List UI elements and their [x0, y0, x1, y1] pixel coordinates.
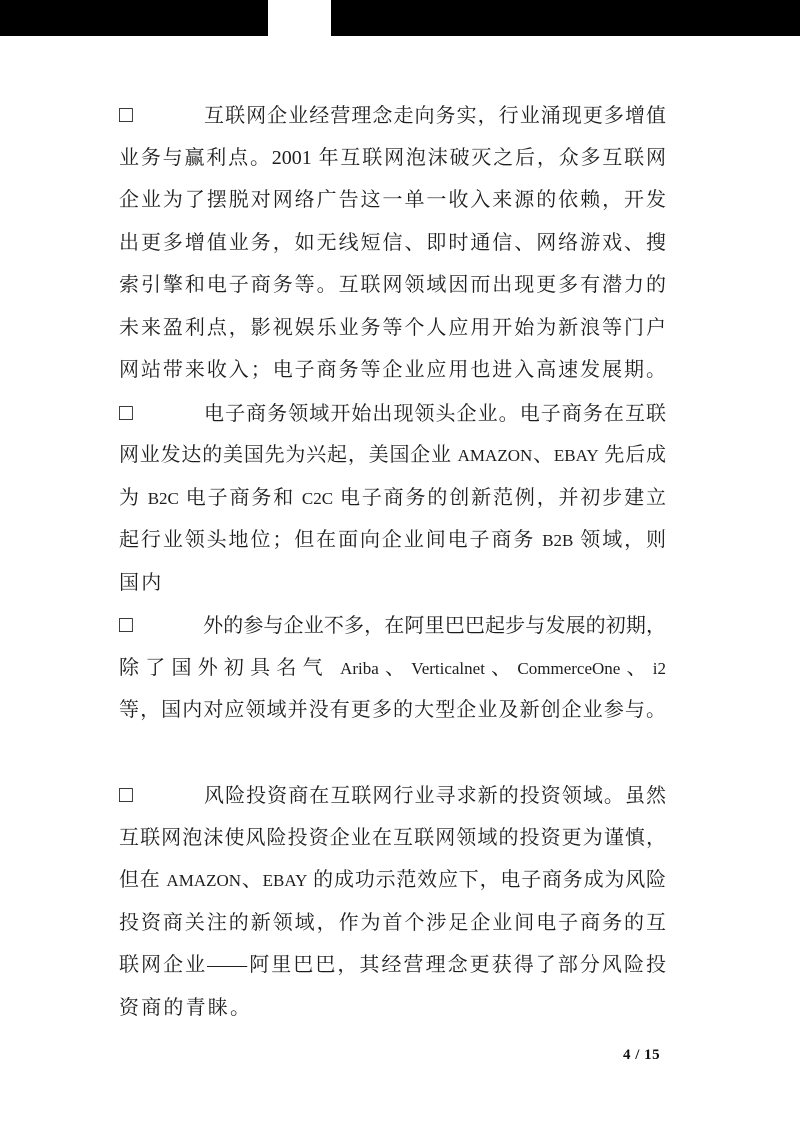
cjk-text-segment: 资商的青睐。 [119, 996, 253, 1019]
cjk-text-segment: 出更多增值业务，如无线短信、即时通信、网络游戏、搜 [119, 231, 666, 254]
text-line [119, 179, 666, 222]
latin-text-segment: B2C [147, 488, 179, 508]
paragraph-bullet-icon: □ [119, 612, 133, 637]
latin-text-segment: CommerceOne [517, 658, 621, 678]
paragraph-bullet-icon: □ [119, 102, 133, 127]
cjk-text-segment: 互联网企业经营理念走向务实，行业涌现更多增值 [203, 105, 666, 127]
cjk-text-segment: 国内 [119, 571, 164, 594]
text-line [119, 392, 666, 435]
cjk-text-segment: 互联网泡沫使风险投资企业在互联网领域的投资更为谨慎， [119, 826, 666, 849]
text-line [119, 774, 666, 817]
cjk-text-segment: 、 [532, 444, 554, 466]
cjk-text-segment: 风险投资商在互联网行业寻求新的投资领域。虽然 [203, 785, 666, 807]
paragraph-bullet-icon: □ [119, 399, 133, 425]
cjk-text-segment: 领域，则 [573, 529, 667, 551]
cjk-text-segment: 电子商务和 [178, 486, 302, 509]
top-right-black-bar [331, 0, 800, 36]
latin-text-segment: Ariba [340, 658, 379, 678]
cjk-text-segment: 未来盈利点，影视娱乐业务等个人应用开始为新浪等门户 [119, 316, 666, 339]
cjk-text-segment: 等，国内对应领域并没有更多的大型企业及新创企业参与。 [119, 699, 666, 721]
paragraph-bullet-icon: □ [119, 782, 133, 807]
text-line [119, 519, 666, 562]
cjk-text-segment: 为 [119, 486, 148, 509]
cjk-text-segment: 起行业领头地位；但在面向企业间电子商务 [119, 529, 543, 551]
document-body [119, 94, 666, 1029]
text-line [119, 137, 666, 180]
text-line [119, 477, 666, 520]
cjk-text-segment: 联网企业——阿里巴巴，其经营理念更获得了部分风险投 [119, 954, 666, 976]
text-line [119, 94, 666, 137]
latin-text-segment: C2C [301, 488, 334, 508]
text-line [119, 987, 666, 1030]
text-line [119, 689, 666, 732]
cjk-text-segment: 、 [620, 656, 653, 679]
text-line [119, 944, 666, 987]
text-line [119, 222, 666, 265]
cjk-text-segment: 除了国外初具名气 [119, 656, 341, 679]
cjk-text-segment: 索引擎和电子商务等。互联网领域因而出现更多有潜力的 [119, 274, 666, 296]
cjk-text-segment: 电子商务的创新范例，并初步建立 [333, 486, 666, 509]
text-line [119, 647, 666, 690]
text-line [119, 307, 666, 350]
text-line [119, 434, 666, 477]
latin-text-segment: i2 [652, 658, 667, 678]
cjk-text-segment: 企业为了摆脱对网络广告这一单一收入来源的依赖，开发 [119, 189, 666, 211]
cjk-text-segment: 、 [378, 656, 412, 679]
cjk-text-segment: 外的参与企业不多，在阿里巴巴起步与发展的初期， [203, 615, 666, 637]
page-number-indicator: 4 / 15 [623, 1047, 661, 1063]
text-line [119, 264, 666, 307]
top-left-black-bar [0, 0, 268, 36]
cjk-text-segment: 网业发达的美国先为兴起，美国企业 [119, 444, 458, 466]
cjk-text-segment: 、 [484, 656, 518, 679]
text-line [119, 817, 666, 860]
cjk-text-segment: 投资商关注的新领域，作为首个涉足企业间电子商务的互 [119, 911, 666, 934]
cjk-text-segment: 电子商务领域开始出现领头企业。电子商务在互联 [203, 402, 666, 425]
cjk-text-segment: 但在 [119, 869, 167, 891]
latin-text-segment: Verticalnet [411, 658, 485, 678]
text-line [119, 349, 666, 392]
cjk-text-segment: 的成功示范效应下，电子商务成为风险 [307, 869, 667, 891]
cjk-text-segment: 、 [241, 869, 263, 891]
text-line [119, 859, 666, 902]
cjk-text-segment: 业务与赢利点。2001 年互联网泡沫破灭之后，众多互联网 [119, 146, 666, 169]
text-line [119, 902, 666, 945]
latin-text-segment: B2B [542, 531, 574, 550]
text-line [119, 562, 666, 605]
text-line [119, 604, 666, 647]
latin-text-segment: AMAZON [457, 446, 533, 465]
blank-line [119, 732, 666, 775]
latin-text-segment: AMAZON [166, 871, 242, 890]
latin-text-segment: EBAY [553, 446, 599, 465]
cjk-text-segment: 网站带来收入；电子商务等企业应用也进入高速发展期。 [119, 359, 666, 381]
latin-text-segment: EBAY [262, 871, 308, 890]
cjk-text-segment: 先后成 [598, 444, 667, 466]
